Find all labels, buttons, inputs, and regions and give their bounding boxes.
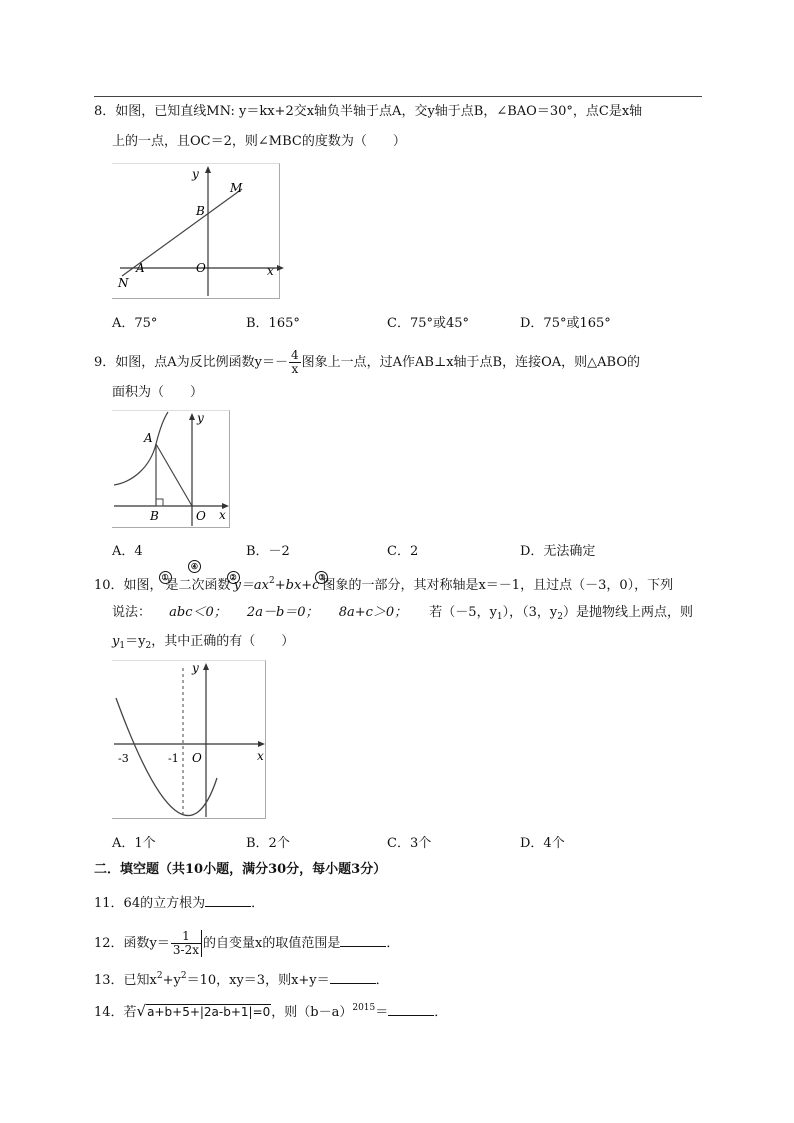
q9-option-a[interactable]: A．4 xyxy=(112,544,143,559)
q9-x-label: x xyxy=(219,508,226,522)
q10-y2-sub: 2 xyxy=(145,641,152,651)
q10-option-b[interactable]: B．2个 xyxy=(246,836,290,851)
q10-question: ，其中正确的有（ ） xyxy=(151,634,295,649)
q14 xyxy=(94,1000,447,1021)
q13-answer-blank[interactable] xyxy=(330,971,376,984)
q10-option-a[interactable]: A．1个 xyxy=(112,836,156,851)
q9-frac-den: x xyxy=(291,362,299,376)
q8-y-label: y xyxy=(192,167,199,181)
q12-post: 的自变量x的取值范围是 xyxy=(202,936,341,951)
q8-option-b[interactable]: B．165° xyxy=(246,316,300,331)
q11 xyxy=(94,894,264,912)
q10-eq-y2: ＝y xyxy=(125,634,146,649)
q9-pre: 9．如图，点A为反比例函数y＝－ xyxy=(94,355,289,370)
q9-option-b[interactable]: B．－2 xyxy=(246,544,290,559)
header-rule xyxy=(94,96,702,97)
q10-y1: y xyxy=(112,634,120,649)
q8-x-label: x xyxy=(267,264,274,278)
q10-text-e: 图象的一部分，其对称轴是x＝－1，且过点（－3，0），下列 xyxy=(322,578,674,593)
circled-one-icon: ① xyxy=(159,571,172,584)
q9-option-c[interactable]: C．2 xyxy=(387,544,419,559)
radical-icon: √ xyxy=(136,1002,147,1020)
circled-two-icon: ② xyxy=(227,571,240,584)
q14-post: ，则（b－a） xyxy=(271,1005,353,1020)
q13-pre: 13．已知x xyxy=(94,973,157,988)
q10-option-d[interactable]: D．4个 xyxy=(520,836,565,851)
q10-statement-2: 2a－b＝0； xyxy=(246,605,319,620)
q8-O-label: O xyxy=(196,261,206,275)
q9-line1 xyxy=(94,349,640,376)
q12 xyxy=(94,930,399,957)
q14-power: 2015 xyxy=(352,1003,376,1013)
q10-sub-1: 1 xyxy=(496,612,503,622)
q8-M-label: M xyxy=(230,181,243,195)
q13-end: ． xyxy=(375,973,389,988)
q10-minus3-label: -3 xyxy=(118,752,129,765)
q14-radical-expr: a+b+5+|2a-b+1|=0 xyxy=(147,1005,271,1019)
q12-frac-den: 3-2x xyxy=(172,943,199,957)
q12-frac-num: 1 xyxy=(171,930,201,944)
q8-option-a[interactable]: A．75° xyxy=(112,316,158,331)
q11-end: ． xyxy=(251,896,265,911)
q13-sup1: 2 xyxy=(156,971,163,981)
q9-B-label: B xyxy=(150,509,159,523)
q11-text: 11．64的立方根为 xyxy=(94,896,206,911)
q10-statement-3: 8a+c＞0； xyxy=(338,605,408,620)
q8-line2: 上的一点，且OC＝2，则∠MBC的度数为（ ） xyxy=(112,134,406,149)
q13-post: ＝10，xy＝3，则x+y＝ xyxy=(186,973,330,988)
q9-O-label: O xyxy=(196,509,206,523)
q10-pre: 10．如图， xyxy=(94,578,163,593)
q8-option-c[interactable]: C．75°或45° xyxy=(387,316,470,331)
q10-line1 xyxy=(94,571,673,594)
q10-figure xyxy=(112,660,266,818)
q9-frac-num: 4 xyxy=(291,348,299,362)
q14-eq: ＝ xyxy=(375,1005,389,1020)
q9-figure xyxy=(112,410,230,527)
q10-statement-1: abc＜0； xyxy=(169,605,227,620)
q9-A-label: A xyxy=(144,431,153,445)
q10-sayings: 说法： xyxy=(112,605,152,620)
q8-line1: 8．如图，已知直线MN: y＝kx+2交x轴负半轴于点A，交y轴于点B，∠BAO＝30°，点C是x轴 xyxy=(94,104,643,119)
q14-answer-blank[interactable] xyxy=(388,1003,434,1016)
q10-text-b: 是二次函数 xyxy=(165,578,231,593)
q14-pre: 14．若 xyxy=(94,1005,137,1020)
q13-sup2: 2 xyxy=(180,971,187,981)
q8-N-label: N xyxy=(118,276,129,290)
q8-figure xyxy=(112,163,280,298)
q10-statement-4a: 若（－5，y xyxy=(429,605,497,620)
q9-option-d[interactable]: D．无法确定 xyxy=(520,544,596,559)
q10-line2 xyxy=(112,605,693,625)
q8-B-label: B xyxy=(196,204,205,218)
q8-option-d[interactable]: D．75°或165° xyxy=(520,316,611,331)
circled-four-icon: ④ xyxy=(188,560,201,573)
q10-func-a: y＝ax xyxy=(233,578,269,593)
q12-end: ． xyxy=(386,936,400,951)
q13-mid: +y xyxy=(162,973,181,988)
q10-statement-4c: ）是抛物线上两点，则 xyxy=(563,605,694,620)
q11-answer-blank[interactable] xyxy=(205,894,251,907)
q10-sub-2: 2 xyxy=(557,612,564,622)
q8-A-label: A xyxy=(136,261,145,275)
q10-func-b: +bx+c xyxy=(274,578,320,593)
q10-option-c[interactable]: C．3个 xyxy=(387,836,432,851)
q12-pre: 12．函数y＝ xyxy=(94,936,170,951)
q10-func-sup: 2 xyxy=(269,576,275,586)
q10-minus1-label: -1 xyxy=(168,752,179,765)
q12-answer-blank[interactable] xyxy=(340,934,386,947)
q12-fraction xyxy=(171,930,202,957)
q9-fraction xyxy=(289,349,301,376)
q10-statement-4b: ），（3，y xyxy=(502,605,558,620)
q10-line3 xyxy=(112,634,294,654)
q13 xyxy=(94,968,389,989)
section2-heading: 二．填空题（共10小题，满分30分，每小题3分） xyxy=(94,862,387,877)
q9-line2: 面积为（ ） xyxy=(112,385,204,400)
q9-post: 图象上一点，过A作AB⊥x轴于点B，连接OA，则△ABO的 xyxy=(301,355,640,370)
q10-y1-sub: 1 xyxy=(119,641,126,651)
circled-three-icon: ③ xyxy=(315,571,328,584)
q10-x-label: x xyxy=(257,749,264,763)
q14-end: ． xyxy=(434,1005,448,1020)
q9-y-label: y xyxy=(197,411,204,425)
q10-O-label: O xyxy=(192,751,202,765)
q10-y-label: y xyxy=(192,661,199,675)
